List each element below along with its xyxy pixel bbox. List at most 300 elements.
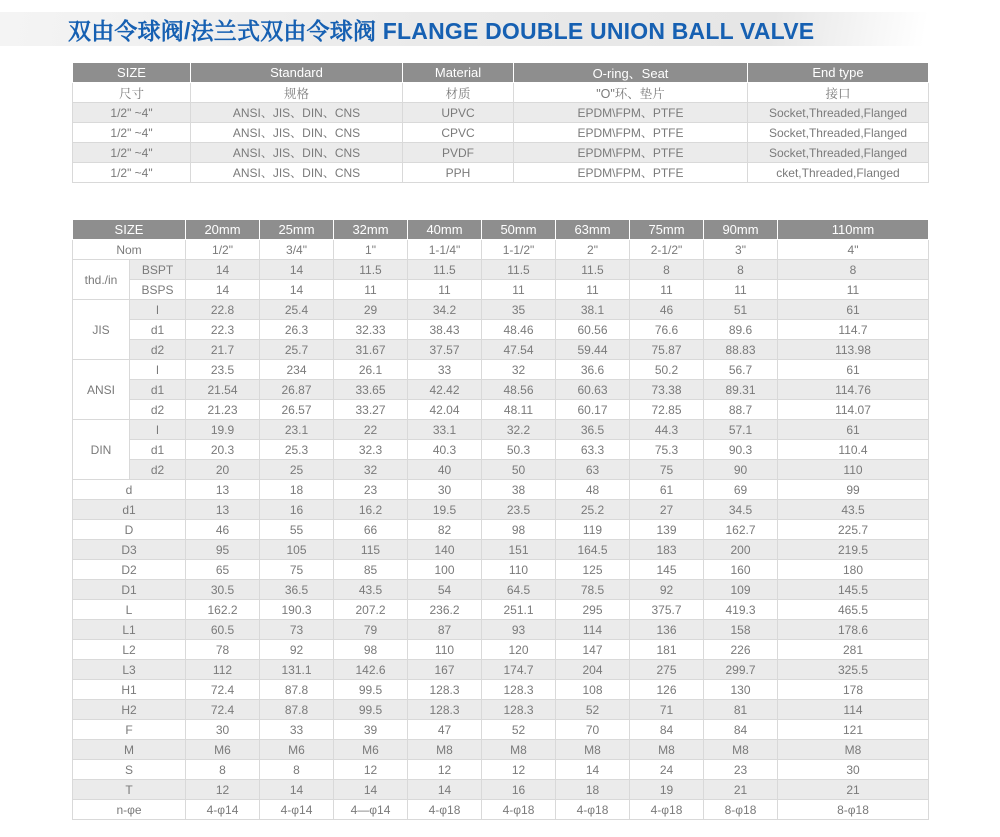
- dimension-cell: 190.3: [260, 600, 334, 620]
- dimension-cell: 43.5: [334, 580, 408, 600]
- spec-cell: EPDM\FPM、PTFE: [514, 123, 748, 143]
- dimension-cell: 87.8: [260, 700, 334, 720]
- dimension-cell: M8: [778, 740, 929, 760]
- column-header: Standard: [191, 63, 403, 83]
- dimension-cell: 178.6: [778, 620, 929, 640]
- dimension-cell: 26.57: [260, 400, 334, 420]
- dimension-cell: 66: [334, 520, 408, 540]
- dimension-cell: 128.3: [408, 700, 482, 720]
- dimension-cell: 47: [408, 720, 482, 740]
- spec-cell: EPDM\FPM、PTFE: [514, 143, 748, 163]
- dimension-cell: 75.87: [630, 340, 704, 360]
- dimension-cell: 251.1: [482, 600, 556, 620]
- dimension-cell: 82: [408, 520, 482, 540]
- row-label: D1: [73, 580, 186, 600]
- spec-cell: PPH: [403, 163, 514, 183]
- dimension-cell: 4-φ14: [260, 800, 334, 820]
- group-label: thd./in: [73, 260, 130, 300]
- dimension-cell: 8: [704, 260, 778, 280]
- dimension-cell: 114: [778, 700, 929, 720]
- row-label: d2: [130, 460, 186, 480]
- row-label: n-φe: [73, 800, 186, 820]
- table-row: [73, 700, 929, 720]
- spec-cell: PVDF: [403, 143, 514, 163]
- spec-cell: cket,Threaded,Flanged: [748, 163, 929, 183]
- dimension-cell: 42.42: [408, 380, 482, 400]
- dimension-cell: 50.2: [630, 360, 704, 380]
- dimension-cell: 48.56: [482, 380, 556, 400]
- dimension-cell: 36.6: [556, 360, 630, 380]
- dimension-cell: 38.1: [556, 300, 630, 320]
- dimension-cell: 295: [556, 600, 630, 620]
- column-header: Material: [403, 63, 514, 83]
- row-label: D: [73, 520, 186, 540]
- dimension-cell: 128.3: [482, 700, 556, 720]
- dimension-cell: 18: [260, 480, 334, 500]
- dimension-cell: 11: [704, 280, 778, 300]
- dimension-cell: 26.1: [334, 360, 408, 380]
- dimension-cell: M6: [260, 740, 334, 760]
- spec-cell: UPVC: [403, 103, 514, 123]
- dimension-cell: 30.5: [186, 580, 260, 600]
- column-header: O-ring、Seat: [514, 63, 748, 83]
- dimension-cell: 84: [704, 720, 778, 740]
- dimension-cell: 72.4: [186, 700, 260, 720]
- dimension-cell: 43.5: [778, 500, 929, 520]
- spec-cell: ANSI、JIS、DIN、CNS: [191, 103, 403, 123]
- dimension-cell: 147: [556, 640, 630, 660]
- dimension-cell: 140: [408, 540, 482, 560]
- dimension-cell: 98: [334, 640, 408, 660]
- dimension-cell: 4": [778, 240, 929, 260]
- dimension-cell: 20.3: [186, 440, 260, 460]
- dimension-cell: 145.5: [778, 580, 929, 600]
- table-row: [73, 560, 929, 580]
- dimension-cell: 114.76: [778, 380, 929, 400]
- row-label: M: [73, 740, 186, 760]
- row-label: T: [73, 780, 186, 800]
- table-row: [73, 163, 929, 183]
- dimension-cell: 14: [408, 780, 482, 800]
- page-title: 双由令球阀/法兰式双由令球阀 FLANGE DOUBLE UNION BALL VALVE: [68, 17, 815, 44]
- dimension-cell: 11.5: [334, 260, 408, 280]
- table-row: [73, 380, 929, 400]
- dimension-cell: 110: [482, 560, 556, 580]
- dimension-cell: 16: [260, 500, 334, 520]
- dimension-cell: 25.7: [260, 340, 334, 360]
- size-column-header: 75mm: [630, 220, 704, 240]
- dimension-cell: 19: [630, 780, 704, 800]
- dimension-cell: 25.2: [556, 500, 630, 520]
- dimension-cell: 14: [260, 780, 334, 800]
- table-row: [73, 400, 929, 420]
- dimension-cell: 8-φ18: [778, 800, 929, 820]
- dimension-cell: 48.11: [482, 400, 556, 420]
- dimension-cell: 2-1/2": [630, 240, 704, 260]
- dimension-cell: 78: [186, 640, 260, 660]
- dimension-cell: 19.9: [186, 420, 260, 440]
- dimension-cell: 112: [186, 660, 260, 680]
- dimension-cell: 114.07: [778, 400, 929, 420]
- dimension-cell: 33: [260, 720, 334, 740]
- dimension-cell: 114: [556, 620, 630, 640]
- row-label: d1: [130, 380, 186, 400]
- dimension-cell: 11: [630, 280, 704, 300]
- table-row: [73, 620, 929, 640]
- row-label: d2: [130, 340, 186, 360]
- dimension-cell: 1/2": [186, 240, 260, 260]
- dimension-cell: M8: [556, 740, 630, 760]
- dimension-cell: 42.04: [408, 400, 482, 420]
- dimension-cell: 61: [630, 480, 704, 500]
- dimension-cell: 25: [260, 460, 334, 480]
- dimension-cell: 71: [630, 700, 704, 720]
- dimension-cell: 151: [482, 540, 556, 560]
- dimension-cell: 39: [334, 720, 408, 740]
- spec-table: [72, 62, 929, 183]
- dimension-cell: 54: [408, 580, 482, 600]
- dimension-cell: M6: [334, 740, 408, 760]
- dimension-cell: 30: [408, 480, 482, 500]
- dimension-cell: 11.5: [482, 260, 556, 280]
- dimension-cell: 19.5: [408, 500, 482, 520]
- dimension-cell: 14: [556, 760, 630, 780]
- dimension-cell: 11.5: [556, 260, 630, 280]
- table-row: [73, 500, 929, 520]
- row-label: l: [130, 360, 186, 380]
- dimension-cell: 4—φ14: [334, 800, 408, 820]
- table-row: [73, 760, 929, 780]
- size-column-header: 25mm: [260, 220, 334, 240]
- dimension-cell: M8: [408, 740, 482, 760]
- column-header: SIZE: [73, 63, 191, 83]
- table-row: [73, 143, 929, 163]
- dimension-cell: 16.2: [334, 500, 408, 520]
- dimension-cell: 200: [704, 540, 778, 560]
- dimension-cell: 32: [334, 460, 408, 480]
- table-row: [73, 660, 929, 680]
- dimension-cell: 36.5: [260, 580, 334, 600]
- dimension-cell: 20: [186, 460, 260, 480]
- spec-cell: 1/2" ~4": [73, 103, 191, 123]
- dimension-cell: 1": [334, 240, 408, 260]
- dimension-cell: 131.1: [260, 660, 334, 680]
- dimension-cell: 55: [260, 520, 334, 540]
- dimension-cell: 128.3: [482, 680, 556, 700]
- dimension-cell: 89.31: [704, 380, 778, 400]
- dimension-cell: 87.8: [260, 680, 334, 700]
- row-label: BSPT: [130, 260, 186, 280]
- row-label: d: [73, 480, 186, 500]
- table-row: [73, 580, 929, 600]
- column-header-cn: 尺寸: [73, 83, 191, 103]
- dimension-cell: 114.7: [778, 320, 929, 340]
- dimension-cell: 63: [556, 460, 630, 480]
- column-header-cn: 材质: [403, 83, 514, 103]
- row-label: d1: [73, 500, 186, 520]
- dimension-cell: 13: [186, 480, 260, 500]
- dimension-cell: 59.44: [556, 340, 630, 360]
- dimension-cell: 4-φ18: [408, 800, 482, 820]
- column-header-cn: 接口: [748, 83, 929, 103]
- dimension-cell: 46: [186, 520, 260, 540]
- dimension-cell: 11.5: [408, 260, 482, 280]
- spec-cell: ANSI、JIS、DIN、CNS: [191, 123, 403, 143]
- dimension-cell: 33.1: [408, 420, 482, 440]
- dimension-cell: 99: [778, 480, 929, 500]
- row-label: L2: [73, 640, 186, 660]
- dimension-cell: 419.3: [704, 600, 778, 620]
- dimension-cell: 21.23: [186, 400, 260, 420]
- table-row: [73, 420, 929, 440]
- row-label: d2: [130, 400, 186, 420]
- table-row: [73, 280, 929, 300]
- dimension-cell: 56.7: [704, 360, 778, 380]
- size-column-header: 40mm: [408, 220, 482, 240]
- dimension-cell: 38.43: [408, 320, 482, 340]
- dimension-cell: 121: [778, 720, 929, 740]
- dimension-cell: 183: [630, 540, 704, 560]
- row-label: S: [73, 760, 186, 780]
- dimension-cell: 158: [704, 620, 778, 640]
- dimension-cell: 32.3: [334, 440, 408, 460]
- dimension-cell: 110.4: [778, 440, 929, 460]
- row-label: F: [73, 720, 186, 740]
- dimension-cell: 33.65: [334, 380, 408, 400]
- spec-cell: EPDM\FPM、PTFE: [514, 163, 748, 183]
- dimension-cell: 48.46: [482, 320, 556, 340]
- dimension-cell: 51: [704, 300, 778, 320]
- table-row: [73, 260, 929, 280]
- dimension-cell: 13: [186, 500, 260, 520]
- dimension-cell: 75.3: [630, 440, 704, 460]
- dimension-cell: 119: [556, 520, 630, 540]
- dimension-cell: 11: [778, 280, 929, 300]
- dimension-cell: 99.5: [334, 700, 408, 720]
- dimension-cell: 225.7: [778, 520, 929, 540]
- table-row: [73, 480, 929, 500]
- dimension-cell: 60.56: [556, 320, 630, 340]
- dimension-cell: 234: [260, 360, 334, 380]
- dimension-table: [72, 219, 929, 820]
- dimension-cell: 34.2: [408, 300, 482, 320]
- dimension-cell: 21: [704, 780, 778, 800]
- table-row: [73, 780, 929, 800]
- dimension-cell: 47.54: [482, 340, 556, 360]
- dimension-cell: 75: [630, 460, 704, 480]
- dimension-cell: 16: [482, 780, 556, 800]
- dimension-cell: 14: [334, 780, 408, 800]
- dimension-cell: 100: [408, 560, 482, 580]
- dimension-cell: 22.3: [186, 320, 260, 340]
- dimension-cell: 69: [704, 480, 778, 500]
- dimension-cell: 89.6: [704, 320, 778, 340]
- table-row: [73, 600, 929, 620]
- size-column-header: 63mm: [556, 220, 630, 240]
- row-label: D3: [73, 540, 186, 560]
- dimension-cell: 50: [482, 460, 556, 480]
- dimension-cell: 33.27: [334, 400, 408, 420]
- dimension-cell: 37.57: [408, 340, 482, 360]
- dimension-cell: 99.5: [334, 680, 408, 700]
- dimension-cell: 31.67: [334, 340, 408, 360]
- dimension-cell: 3/4": [260, 240, 334, 260]
- dimension-cell: 65: [186, 560, 260, 580]
- dimension-cell: 35: [482, 300, 556, 320]
- size-column-header: 20mm: [186, 220, 260, 240]
- spec-cell: Socket,Threaded,Flanged: [748, 103, 929, 123]
- dimension-cell: 90.3: [704, 440, 778, 460]
- dimension-cell: 85: [334, 560, 408, 580]
- dimension-cell: 34.5: [704, 500, 778, 520]
- dimension-cell: 219.5: [778, 540, 929, 560]
- dimension-cell: 236.2: [408, 600, 482, 620]
- table-row: [73, 460, 929, 480]
- dimension-cell: 109: [704, 580, 778, 600]
- dimension-cell: 25.3: [260, 440, 334, 460]
- dimension-cell: 61: [778, 420, 929, 440]
- dimension-cell: 1-1/4": [408, 240, 482, 260]
- dimension-cell: M8: [482, 740, 556, 760]
- dimension-cell: 72.4: [186, 680, 260, 700]
- dimension-cell: 120: [482, 640, 556, 660]
- column-header-cn: "O"环、垫片: [514, 83, 748, 103]
- row-label: H1: [73, 680, 186, 700]
- dimension-cell: 21: [778, 780, 929, 800]
- dimension-cell: 105: [260, 540, 334, 560]
- dimension-cell: 60.17: [556, 400, 630, 420]
- table-row: [73, 360, 929, 380]
- dimension-cell: 25.4: [260, 300, 334, 320]
- dimension-cell: 61: [778, 360, 929, 380]
- row-label: L: [73, 600, 186, 620]
- dimension-cell: 167: [408, 660, 482, 680]
- table-row: [73, 800, 929, 820]
- dimension-cell: 299.7: [704, 660, 778, 680]
- dimension-cell: 92: [260, 640, 334, 660]
- dimension-cell: 2": [556, 240, 630, 260]
- dimension-cell: 115: [334, 540, 408, 560]
- row-label: Nom: [73, 240, 186, 260]
- dimension-cell: 226: [704, 640, 778, 660]
- page-header: [0, 12, 962, 46]
- dimension-cell: 8: [186, 760, 260, 780]
- dimension-cell: 24: [630, 760, 704, 780]
- dimension-cell: 23.5: [482, 500, 556, 520]
- dimension-cell: 63.3: [556, 440, 630, 460]
- dimension-cell: 78.5: [556, 580, 630, 600]
- dimension-cell: 32.33: [334, 320, 408, 340]
- table-row: [73, 63, 929, 83]
- dimension-cell: 8-φ18: [704, 800, 778, 820]
- dimension-cell: 110: [778, 460, 929, 480]
- dimension-cell: M8: [704, 740, 778, 760]
- dimension-cell: 26.87: [260, 380, 334, 400]
- dimension-cell: 12: [482, 760, 556, 780]
- dimension-cell: 60.63: [556, 380, 630, 400]
- table-row: [73, 320, 929, 340]
- dimension-cell: 3": [704, 240, 778, 260]
- dimension-cell: 36.5: [556, 420, 630, 440]
- dimension-cell: 98: [482, 520, 556, 540]
- dimension-cell: 40: [408, 460, 482, 480]
- dimension-cell: 64.5: [482, 580, 556, 600]
- table-row: [73, 123, 929, 143]
- dimension-cell: 48: [556, 480, 630, 500]
- dimension-cell: 11: [482, 280, 556, 300]
- row-label: BSPS: [130, 280, 186, 300]
- dimension-cell: 38: [482, 480, 556, 500]
- dimension-cell: 12: [408, 760, 482, 780]
- table-row: [73, 540, 929, 560]
- dimension-cell: 145: [630, 560, 704, 580]
- dimension-cell: 4-φ18: [630, 800, 704, 820]
- dimension-cell: 52: [482, 720, 556, 740]
- dimension-cell: 87: [408, 620, 482, 640]
- dimension-cell: 22: [334, 420, 408, 440]
- table-row: [73, 520, 929, 540]
- dimension-cell: 30: [778, 760, 929, 780]
- dimension-cell: 181: [630, 640, 704, 660]
- dimension-cell: 8: [630, 260, 704, 280]
- dimension-cell: 46: [630, 300, 704, 320]
- dimension-cell: 32: [482, 360, 556, 380]
- table-row: [73, 300, 929, 320]
- dimension-cell: 4-φ18: [556, 800, 630, 820]
- spec-cell: Socket,Threaded,Flanged: [748, 143, 929, 163]
- dimension-cell: 139: [630, 520, 704, 540]
- spec-cell: Socket,Threaded,Flanged: [748, 123, 929, 143]
- table-row: [73, 240, 929, 260]
- column-header-cn: 规格: [191, 83, 403, 103]
- dimension-cell: 23.5: [186, 360, 260, 380]
- dimension-cell: 29: [334, 300, 408, 320]
- table-row: [73, 440, 929, 460]
- dimension-cell: 12: [334, 760, 408, 780]
- size-column-header: 50mm: [482, 220, 556, 240]
- dimension-cell: 11: [408, 280, 482, 300]
- size-column-header: 32mm: [334, 220, 408, 240]
- dimension-cell: 23: [704, 760, 778, 780]
- dimension-cell: 14: [260, 260, 334, 280]
- dimension-cell: 142.6: [334, 660, 408, 680]
- dimension-cell: 50.3: [482, 440, 556, 460]
- row-label: L3: [73, 660, 186, 680]
- row-label: d1: [130, 320, 186, 340]
- dimension-cell: 73: [260, 620, 334, 640]
- column-header: End type: [748, 63, 929, 83]
- dimension-cell: 92: [630, 580, 704, 600]
- dimension-cell: 174.7: [482, 660, 556, 680]
- dimension-cell: 4-φ14: [186, 800, 260, 820]
- dimension-cell: 8: [778, 260, 929, 280]
- table-row: [73, 340, 929, 360]
- dimension-cell: 21.7: [186, 340, 260, 360]
- dimension-cell: 204: [556, 660, 630, 680]
- dimension-cell: 14: [186, 260, 260, 280]
- dimension-cell: 12: [186, 780, 260, 800]
- dimension-cell: 162.2: [186, 600, 260, 620]
- dimension-cell: 275: [630, 660, 704, 680]
- spec-cell: 1/2" ~4": [73, 123, 191, 143]
- dimension-cell: 57.1: [704, 420, 778, 440]
- dimension-cell: 23: [334, 480, 408, 500]
- row-label: H2: [73, 700, 186, 720]
- dimension-cell: 52: [556, 700, 630, 720]
- dimension-cell: 44.3: [630, 420, 704, 440]
- dimension-cell: 108: [556, 680, 630, 700]
- dimension-cell: 281: [778, 640, 929, 660]
